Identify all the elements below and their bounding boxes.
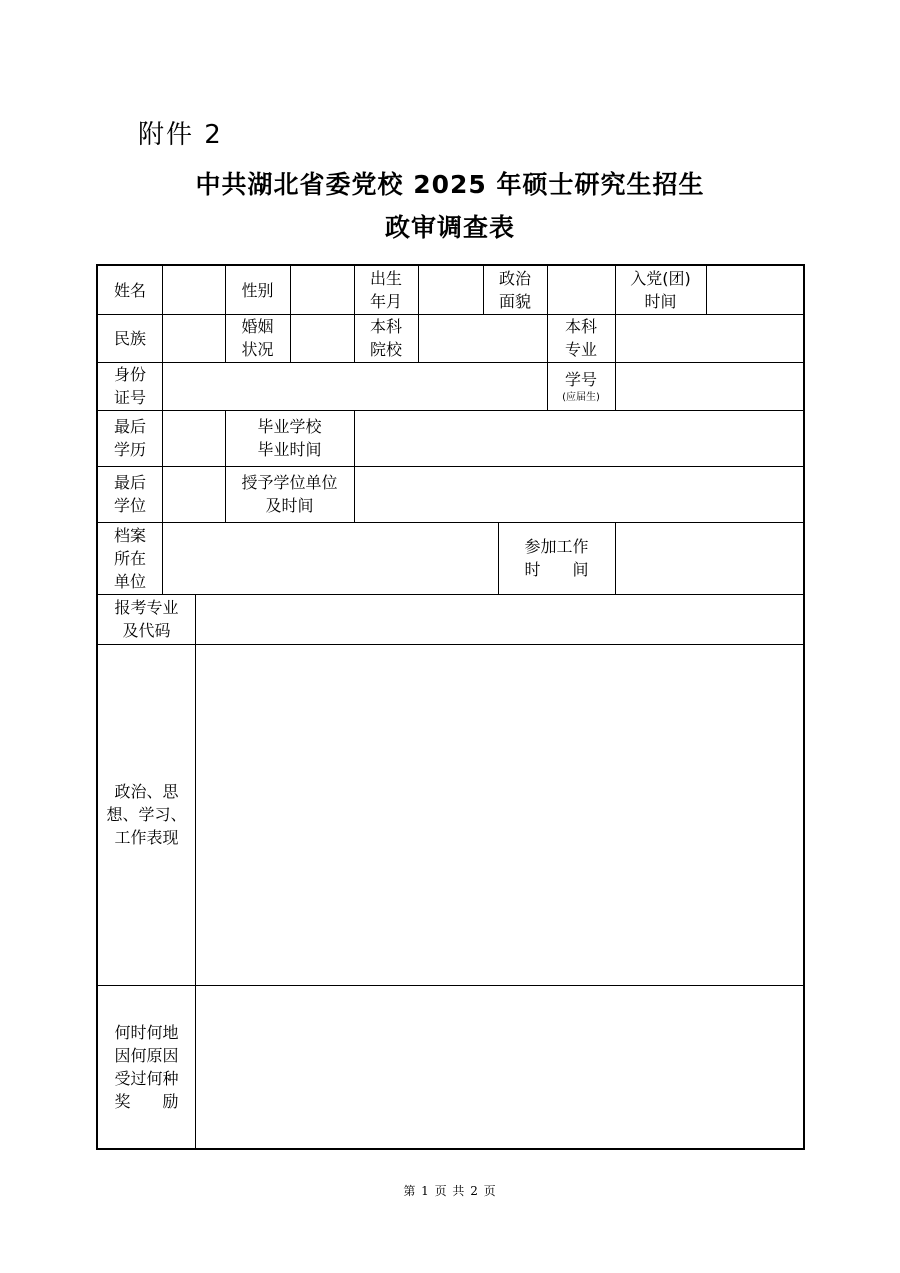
label-awards: 何时何地 因何原因 受过何种 奖 励 [114,1022,179,1111]
label-performance: 政治、思 想、学习、 工作表现 [106,782,187,847]
label-political-status: 政治 面貌 [498,269,531,311]
label-name: 姓名 [113,280,146,300]
label-applied-major: 报考专业 及代码 [114,598,179,640]
label-student-number: 学号 (应届生) [562,369,600,403]
label-marital-status: 婚姻 状况 [241,317,274,359]
label-last-degree: 最后 学位 [113,473,146,515]
student-number-note: (应届生) [562,391,600,403]
label-undergrad-school: 本科 院校 [369,317,402,359]
political-review-form [96,264,805,1150]
label-gender: 性别 [241,280,274,300]
label-join-party-date: 入党(团) 时间 [630,269,691,311]
label-last-education: 最后 学历 [113,417,146,459]
label-archive-unit: 档案 所在 单位 [113,525,146,591]
form-title-line2: 政审调查表 [384,213,515,242]
label-id-number: 身份 证号 [113,365,146,407]
label-work-start: 参加工作 时 间 [524,537,589,579]
label-undergrad-major: 本科 专业 [564,317,597,359]
label-ethnicity: 民族 [113,328,146,348]
attachment-label: 附件 2 [138,120,223,150]
label-birth-date: 出生 年月 [369,269,402,311]
label-grad-school-time: 毕业学校 毕业时间 [257,417,322,459]
page-footer: 第 1 页 共 2 页 [403,1184,497,1198]
form-title-line1: 中共湖北省委党校 2025 年硕士研究生招生 [195,170,705,199]
label-degree-unit-time: 授予学位单位 及时间 [241,473,338,515]
